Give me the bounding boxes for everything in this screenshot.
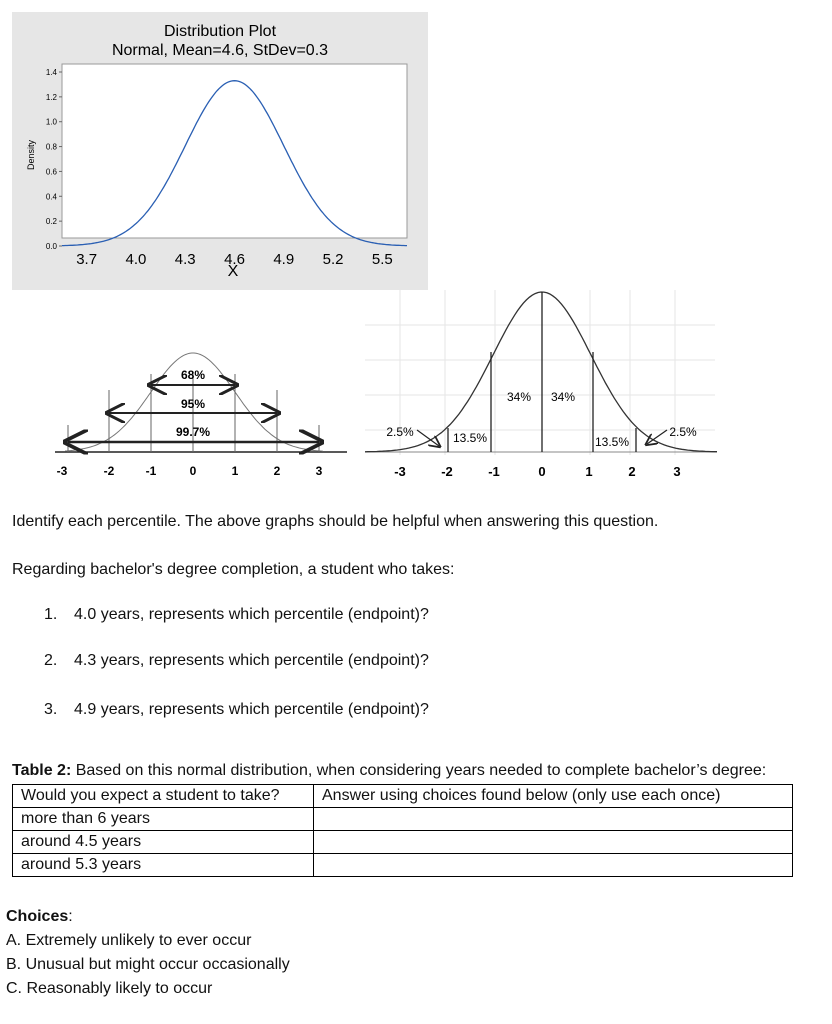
intro-text: Regarding bachelor's degree completion, a student who takes: xyxy=(12,561,455,578)
tick-neg1: -1 xyxy=(145,464,157,478)
label-34-right: 34% xyxy=(550,390,576,404)
table-row xyxy=(13,808,793,831)
table-cell: around 4.5 years xyxy=(13,831,314,854)
tick-2: 2 xyxy=(273,464,281,478)
tick-3: 3 xyxy=(315,464,323,478)
x-tick-label: 5.2 xyxy=(322,251,344,268)
label-99-7: 99.7% xyxy=(175,425,211,439)
label-68: 68% xyxy=(180,368,206,382)
answer-table xyxy=(12,784,793,877)
question-text: 4.9 years, represents which percentile (endpoint)? xyxy=(74,701,429,718)
y-tick-label: 0.0 xyxy=(45,242,57,251)
answer-cell[interactable] xyxy=(314,854,793,877)
standard-normal-svg xyxy=(365,290,720,485)
choices-list xyxy=(6,905,290,1001)
x-tick-label: 4.0 xyxy=(125,251,147,268)
distribution-plot xyxy=(12,12,428,290)
question-number: 3. xyxy=(44,701,58,718)
question-text: 4.0 years, represents which percentile (endpoint)? xyxy=(74,606,429,623)
table-row xyxy=(13,854,793,877)
question-number: 1. xyxy=(44,606,58,623)
table-cell: around 5.3 years xyxy=(13,854,314,877)
plot-area xyxy=(62,64,407,238)
tick-neg1: -1 xyxy=(488,464,500,479)
table-header-row xyxy=(13,785,793,808)
plot-title: Distribution Plot xyxy=(163,23,277,40)
x-axis-label: X xyxy=(227,263,239,280)
choices-header xyxy=(6,905,290,929)
question-number: 2. xyxy=(44,652,58,669)
choice-b: B. Unusual but might occur occasionally xyxy=(6,956,290,973)
tick-neg2: -2 xyxy=(441,464,453,479)
y-tick-label: 1.2 xyxy=(45,92,57,102)
tick-1: 1 xyxy=(585,464,593,479)
choices-header-label: Choices xyxy=(6,908,69,925)
table-header-cell: Answer using choices found below (only use each once) xyxy=(314,785,793,808)
bell-curve xyxy=(365,292,717,452)
tick-0: 0 xyxy=(189,464,197,478)
question-3 xyxy=(44,701,429,719)
y-tick-label: 0.6 xyxy=(45,167,57,177)
question-text: 4.3 years, represents which percentile (endpoint)? xyxy=(74,652,429,669)
answer-cell[interactable] xyxy=(314,808,793,831)
question-2 xyxy=(44,652,429,670)
y-tick-label: 1.0 xyxy=(45,117,57,127)
label-95: 95% xyxy=(180,397,206,411)
question-1 xyxy=(44,606,429,624)
choice-a: A. Extremely unlikely to ever occur xyxy=(6,932,252,949)
label-2-5-right: 2.5% xyxy=(669,425,697,439)
tick-neg3: -3 xyxy=(394,464,406,479)
choice-c: C. Reasonably likely to occur xyxy=(6,980,213,997)
empirical-rule-svg xyxy=(55,345,350,485)
table-row xyxy=(13,831,793,854)
x-tick-label: 3.7 xyxy=(76,251,98,268)
table-header-cell: Would you expect a student to take? xyxy=(13,785,314,808)
label-13-5-left: 13.5% xyxy=(452,431,488,445)
label-34-left: 34% xyxy=(506,390,532,404)
distribution-plot-svg xyxy=(12,12,428,290)
x-tick-label: 4.3 xyxy=(174,251,196,268)
y-axis-label: Density xyxy=(26,139,36,171)
tick-neg3: -3 xyxy=(56,464,68,478)
y-tick-label: 0.8 xyxy=(45,142,57,152)
instructions-text: Identify each percentile. The above graphs should be helpful when answering this question. xyxy=(12,513,659,530)
choices-header-colon: : xyxy=(68,908,73,925)
table-title xyxy=(12,762,766,780)
x-tick-label: 4.9 xyxy=(273,251,295,268)
plot-subtitle: Normal, Mean=4.6, StDev=0.3 xyxy=(111,42,329,59)
empirical-rule-diagram xyxy=(55,345,350,485)
y-tick-label: 1.4 xyxy=(45,68,57,77)
table-title-text: Based on this normal distribution, when considering years needed to complete bachelor’s degree: xyxy=(71,762,767,779)
tick-neg2: -2 xyxy=(103,464,115,478)
table-title-label: Table 2: xyxy=(12,762,72,779)
answer-cell[interactable] xyxy=(314,831,793,854)
label-13-5-right: 13.5% xyxy=(594,435,630,449)
tick-1: 1 xyxy=(231,464,239,478)
label-2-5-left: 2.5% xyxy=(386,425,414,439)
table-cell: more than 6 years xyxy=(13,808,314,831)
x-tick-label: 4.6 xyxy=(224,251,245,268)
tick-2: 2 xyxy=(628,464,636,479)
y-tick-label: 0.4 xyxy=(45,192,57,202)
standard-normal-percentages xyxy=(365,290,720,485)
y-tick-label: 0.2 xyxy=(45,217,57,227)
tick-0: 0 xyxy=(538,464,546,479)
x-tick-label: 5.5 xyxy=(371,251,393,268)
pointer-2-5-left xyxy=(417,430,439,446)
tick-3: 3 xyxy=(673,464,681,479)
